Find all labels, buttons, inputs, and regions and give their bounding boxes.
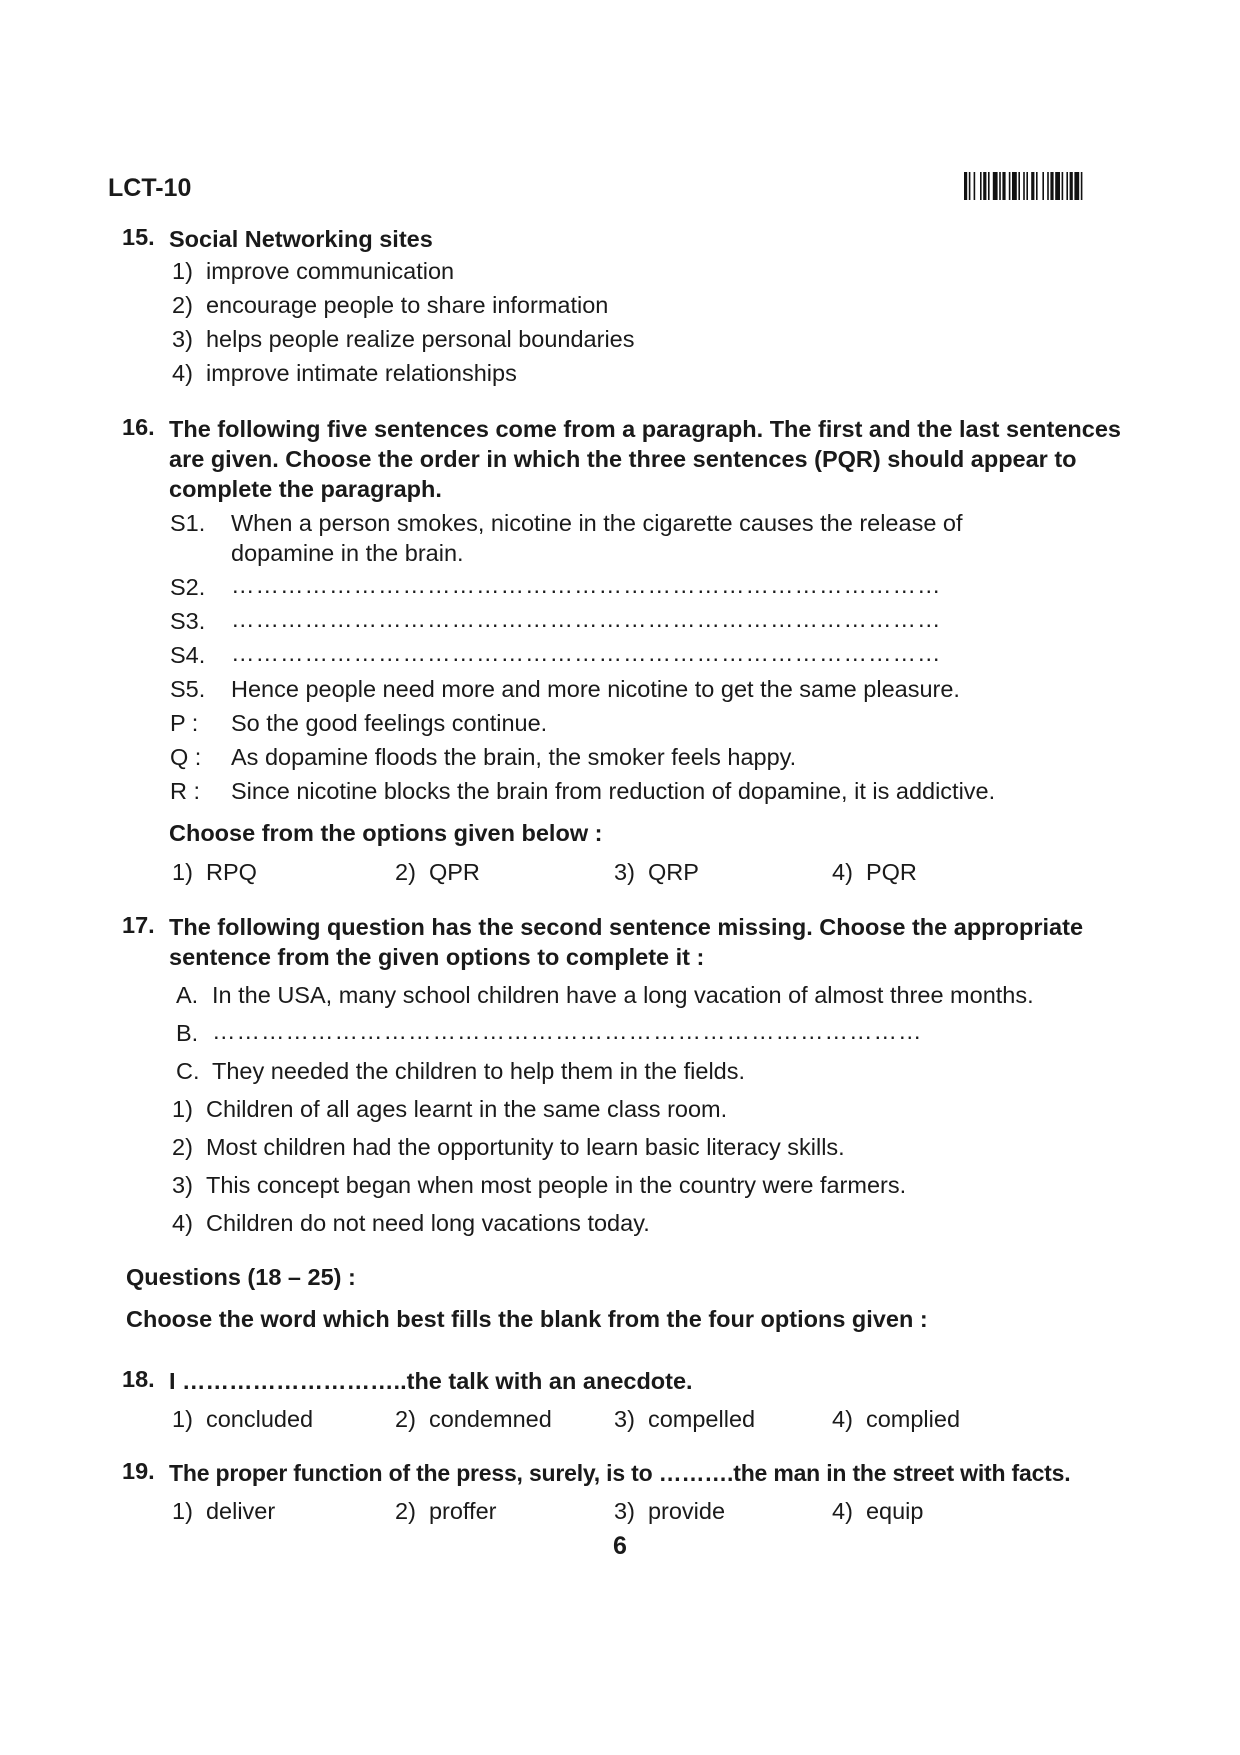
- q17-blank-line: ……………………………………………………………………………: [212, 1018, 923, 1044]
- q19-option-1[interactable]: 1) deliver: [172, 1498, 276, 1524]
- q17-option-4[interactable]: 4) Children do not need long vacations today.: [172, 1210, 650, 1236]
- q18-option-2[interactable]: 2) condemned: [395, 1406, 552, 1432]
- question-17-text: The following question has the second sentence missing. Choose the appropriate sentence from the given options to complete it :: [169, 914, 1084, 970]
- q16-option-4[interactable]: 4) PQR: [832, 859, 917, 885]
- question-16-text: The following five sentences come from a paragraph. The first and the last sentences are given. Choose the order in which the three sentences (PQR) should appear to complete the paragraph.: [169, 416, 1121, 502]
- question-15-text: Social Networking sites: [169, 226, 433, 252]
- question-17-number: 17.: [122, 912, 155, 938]
- q17-option-1[interactable]: 1) Children of all ages learnt in the same class room.: [172, 1096, 728, 1122]
- question-18-text: I ………………………..the talk with an anecdote.: [169, 1368, 693, 1394]
- q16-option-2[interactable]: 2) QPR: [395, 859, 480, 885]
- section-heading: Questions (18 – 25) :: [126, 1264, 356, 1290]
- paper-code: LCT-10: [108, 174, 192, 202]
- section-instruction: Choose the word which best fills the blank from the four options given :: [126, 1306, 928, 1332]
- q18-option-1[interactable]: 1) concluded: [172, 1406, 314, 1432]
- barcode-icon: [964, 172, 1132, 200]
- q16-option-3[interactable]: 3) QRP: [614, 859, 699, 885]
- q19-option-3[interactable]: 3) provide: [614, 1498, 726, 1524]
- q16-sentence-label: S4.: [170, 642, 206, 668]
- q17-option-2[interactable]: 2) Most children had the opportunity to learn basic literacy skills.: [172, 1134, 845, 1160]
- q17-option-3[interactable]: 3) This concept began when most people in the country were farmers.: [172, 1172, 907, 1198]
- q16-sentence-label: S1.: [170, 510, 206, 536]
- q17-sentence-label: B.: [176, 1020, 199, 1046]
- q16-sentence-text: When a person smokes, nicotine in the cigarette causes the release of dopamine in the brain.: [231, 510, 963, 566]
- q16-choose-instruction: Choose from the options given below :: [169, 820, 603, 846]
- q19-option-4[interactable]: 4) equip: [832, 1498, 924, 1524]
- q17-sentence-label: C.: [176, 1058, 200, 1084]
- q16-sentence-label: P :: [170, 710, 199, 736]
- q16-sentence-text: Since nicotine blocks the brain from reduction of dopamine, it is addictive.: [231, 778, 996, 804]
- q16-sentence-label: S2.: [170, 574, 206, 600]
- q16-sentence-label: S5.: [170, 676, 206, 702]
- q16-sentence-text: So the good feelings continue.: [231, 710, 548, 736]
- q15-option-1[interactable]: 1) improve communication: [172, 258, 455, 284]
- q17-sentence-text: They needed the children to help them in the fields.: [212, 1058, 746, 1084]
- q16-blank-line: ……………………………………………………………………………: [231, 606, 942, 632]
- q16-sentence-text: As dopamine floods the brain, the smoker feels happy.: [231, 744, 797, 770]
- q16-option-1[interactable]: 1) RPQ: [172, 859, 257, 885]
- q16-sentence-label: R :: [170, 778, 201, 804]
- q19-option-2[interactable]: 2) proffer: [395, 1498, 497, 1524]
- q15-option-3[interactable]: 3) helps people realize personal boundaries: [172, 326, 635, 352]
- q17-sentence-text: In the USA, many school children have a long vacation of almost three months.: [212, 982, 1034, 1008]
- q16-sentence-label: S3.: [170, 608, 206, 634]
- q16-blank-line: ……………………………………………………………………………: [231, 640, 942, 666]
- q16-sentence-label: Q :: [170, 744, 202, 770]
- q15-option-4[interactable]: 4) improve intimate relationships: [172, 360, 517, 386]
- q18-option-4[interactable]: 4) complied: [832, 1406, 961, 1432]
- question-19-number: 19.: [122, 1458, 155, 1484]
- q17-sentence-label: A.: [176, 982, 199, 1008]
- question-15-number: 15.: [122, 224, 155, 250]
- question-16-number: 16.: [122, 414, 155, 440]
- q16-sentence-text: Hence people need more and more nicotine to get the same pleasure.: [231, 676, 960, 702]
- q15-option-2[interactable]: 2) encourage people to share information: [172, 292, 609, 318]
- question-19-text: The proper function of the press, surely, is to ……….the man in the street with facts.: [169, 1460, 1071, 1486]
- question-18-number: 18.: [122, 1366, 155, 1392]
- q18-option-3[interactable]: 3) compelled: [614, 1406, 756, 1432]
- q16-blank-line: ……………………………………………………………………………: [231, 572, 942, 598]
- page-number: 6: [613, 1532, 627, 1560]
